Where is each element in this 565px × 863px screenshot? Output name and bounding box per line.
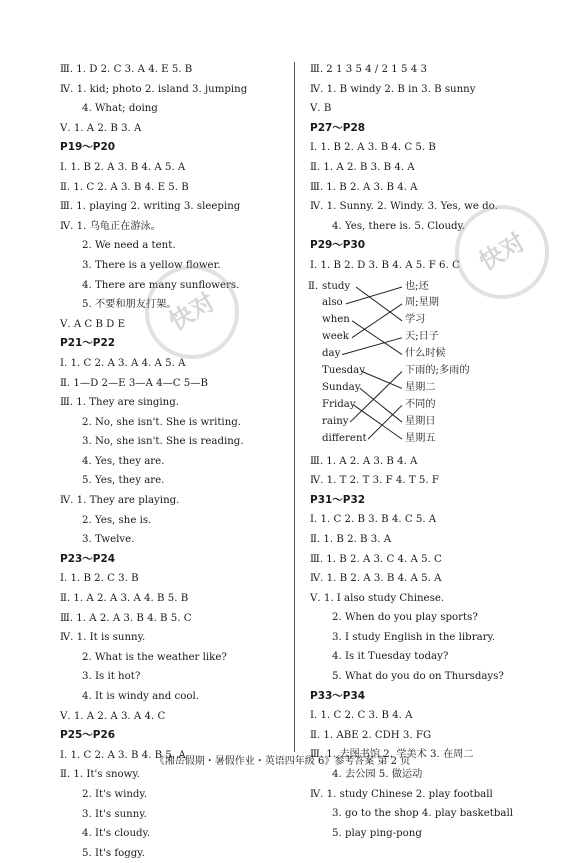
answer-line: Ⅴ. B [310, 103, 332, 115]
match-connector [346, 287, 402, 304]
page-footer: 《湘岳假期・暑假作业・英语四年级 6》参考答案 第 2 页 [154, 756, 411, 767]
page-range-heading: P21～P22 [60, 337, 116, 350]
answer-line: Ⅱ. 1—D 2—E 3—A 4—C 5—B [60, 377, 208, 389]
right-bottom-answers [310, 452, 540, 844]
answer-line: 2. No, she isn't. She is writing. [82, 416, 242, 428]
match-connector [362, 371, 402, 388]
page-range-heading: P31～P32 [310, 493, 366, 506]
page-range-heading: P29～P30 [310, 239, 366, 252]
match-connector [352, 303, 402, 337]
match-word: Sunday [322, 381, 361, 393]
answer-line: Ⅲ. 2 1 3 5 4 / 2 1 5 4 3 [310, 64, 427, 75]
answer-line: Ⅳ. 1. 乌龟正在游泳。 [60, 220, 161, 232]
answer-line: 3. It's sunny. [82, 808, 147, 820]
column-divider [294, 62, 295, 752]
match-meaning: 星期日 [405, 415, 436, 427]
match-connector [356, 287, 402, 321]
right-column [310, 60, 540, 843]
answer-line: Ⅰ. 1. B 2. A 3. B 4. C 5. B [310, 142, 436, 154]
page-range-heading: P33～P34 [310, 689, 366, 702]
match-word: also [322, 297, 343, 309]
matching-label: Ⅱ. [308, 280, 319, 292]
answer-line: 2. Yes, she is. [82, 514, 152, 526]
answer-line: Ⅲ. 1. B 2. A 3. C 4. A 5. C [310, 553, 442, 565]
answer-line: 4. 去公园 5. 做运动 [332, 769, 423, 781]
answer-line: Ⅰ. 1. C 2. B 3. B 4. C 5. A [310, 514, 437, 526]
answer-line: 2. It's windy. [82, 788, 148, 800]
match-word: rainy [322, 415, 349, 427]
answer-line: 3. There is a yellow flower. [82, 259, 221, 271]
answer-line: 5. It's foggy. [82, 847, 145, 859]
answer-line: 5. Yes, they are. [82, 475, 165, 487]
match-word: different [322, 432, 367, 444]
answer-line: Ⅲ. 1. 去图书馆 2. 学美术 3. 在周二 [310, 749, 474, 761]
match-word: Friday [322, 398, 356, 410]
page-range-heading: P19～P20 [60, 141, 116, 154]
match-meaning: 什么时候 [405, 348, 446, 360]
answer-line: 3. I study English in the library. [332, 631, 496, 643]
answer-line: 4. It is windy and cool. [82, 691, 199, 702]
watermark-stamp: 快对 [438, 188, 565, 316]
page-range-heading: P25～P26 [60, 729, 116, 742]
match-meaning: 星期五 [405, 432, 436, 444]
answer-line: 3. Twelve. [82, 534, 135, 546]
answer-line: Ⅲ. 1. A 2. A 3. B 4. A [310, 455, 418, 467]
left-column [60, 60, 280, 863]
answer-line: 4. What; doing [82, 103, 158, 115]
answer-line: 2. What is the weather like? [82, 651, 227, 663]
answer-line: Ⅳ. 1. B 2. A 3. B 4. A 5. A [310, 573, 442, 585]
watermark-stamp: 快对 [128, 248, 256, 376]
answer-line: 2. When do you play sports? [332, 612, 478, 624]
match-meaning: 天;日子 [405, 331, 439, 343]
answer-line: Ⅲ. 1. playing 2. writing 3. sleeping [60, 201, 241, 213]
answer-line: Ⅲ. 1. A 2. A 3. B 4. B 5. C [60, 612, 192, 624]
answer-line: 4. It's cloudy. [82, 828, 151, 840]
answer-line: 3. go to the shop 4. play basketball [332, 808, 513, 820]
matching-exercise [310, 276, 540, 452]
answer-line: Ⅲ. 1. D 2. C 3. A 4. E 5. B [60, 64, 193, 75]
answer-line: Ⅱ. 1. ABE 2. CDH 3. FG [310, 729, 432, 741]
match-word: when [322, 314, 350, 326]
answer-line: 4. Yes, there is. 5. Cloudy. [332, 220, 466, 232]
answer-line: Ⅱ. 1. A 2. A 3. A 4. B 5. B [60, 593, 189, 605]
answer-line: 5. What do you do on Thursdays? [332, 671, 504, 683]
answer-line: Ⅳ. 1. study Chinese 2. play football [310, 788, 493, 800]
answer-line: 4. There are many sunflowers. [82, 279, 240, 291]
answer-line: Ⅱ. 1. A 2. B 3. B 4. A [310, 161, 415, 173]
answer-line: Ⅳ. 1. kid; photo 2. island 3. jumping [60, 83, 248, 95]
answer-line: Ⅴ. 1. I also study Chinese. [310, 592, 445, 604]
answer-line: Ⅳ. 1. Sunny. 2. Windy. 3. Yes, we do. [310, 201, 498, 213]
answer-line: 5. 不要和朋友打架。 [82, 299, 177, 311]
match-meaning: 星期二 [405, 381, 436, 393]
answer-line: Ⅱ. 1. C 2. A 3. B 4. E 5. B [60, 181, 189, 193]
answer-line: Ⅳ. 1. It is sunny. [60, 632, 146, 644]
match-meaning: 下雨的;多雨的 [405, 365, 470, 377]
answer-line: Ⅰ. 1. C 2. A 3. A 4. A 5. A [60, 357, 186, 369]
match-meaning: 也;还 [405, 280, 429, 292]
answer-line: Ⅳ. 1. B windy 2. B in 3. B sunny [310, 83, 476, 95]
match-connector [360, 388, 402, 422]
match-meaning: 周;星期 [405, 297, 439, 309]
answer-line: 4. Yes, they are. [82, 455, 165, 467]
answer-line: 3. Is it hot? [82, 671, 141, 683]
match-connector [368, 405, 402, 439]
answer-line: 3. No, she isn't. She is reading. [82, 436, 244, 448]
match-word: Tuesday [322, 365, 365, 377]
answer-line: 5. play ping-pong [332, 827, 422, 839]
answer-line: Ⅴ. 1. A 2. A 3. A 4. C [60, 710, 166, 722]
answer-line: Ⅲ. 1. B 2. A 3. B 4. A [310, 181, 418, 193]
match-meaning: 不同的 [405, 398, 436, 410]
answer-line: Ⅴ. A C B D E [60, 318, 126, 330]
page-range-heading: P27～P28 [310, 121, 366, 134]
answer-line: Ⅴ. 1. A 2. B 3. A [60, 122, 142, 134]
match-word: day [322, 348, 341, 360]
match-connector [342, 337, 402, 354]
answer-line: Ⅱ. 1. B 2. B 3. A [310, 533, 392, 545]
answer-line: 2. We need a tent. [82, 240, 176, 252]
answer-line: Ⅳ. 1. They are playing. [60, 495, 180, 507]
answer-line: Ⅰ. 1. C 2. A 3. B 4. B 5. A [60, 749, 186, 761]
match-word: week [322, 331, 349, 343]
match-connector [350, 371, 402, 422]
answer-line: Ⅱ. 1. It's snowy. [60, 769, 141, 781]
answer-line: Ⅰ. 1. B 2. A 3. B 4. A 5. A [60, 161, 186, 173]
match-word: study [322, 280, 351, 292]
answer-line: 4. Is it Tuesday today? [332, 651, 449, 663]
answer-line: Ⅰ. 1. C 2. C 3. B 4. A [310, 710, 413, 722]
answer-line: Ⅲ. 1. They are singing. [60, 397, 179, 409]
answer-line: Ⅳ. 1. T 2. T 3. F 4. T 5. F [310, 475, 439, 487]
answer-line: Ⅰ. 1. B 2. C 3. B [60, 573, 139, 585]
match-meaning: 学习 [405, 314, 426, 326]
answer-line: Ⅰ. 1. B 2. D 3. B 4. A 5. F 6. C [310, 259, 460, 271]
page-range-heading: P23～P24 [60, 552, 116, 565]
